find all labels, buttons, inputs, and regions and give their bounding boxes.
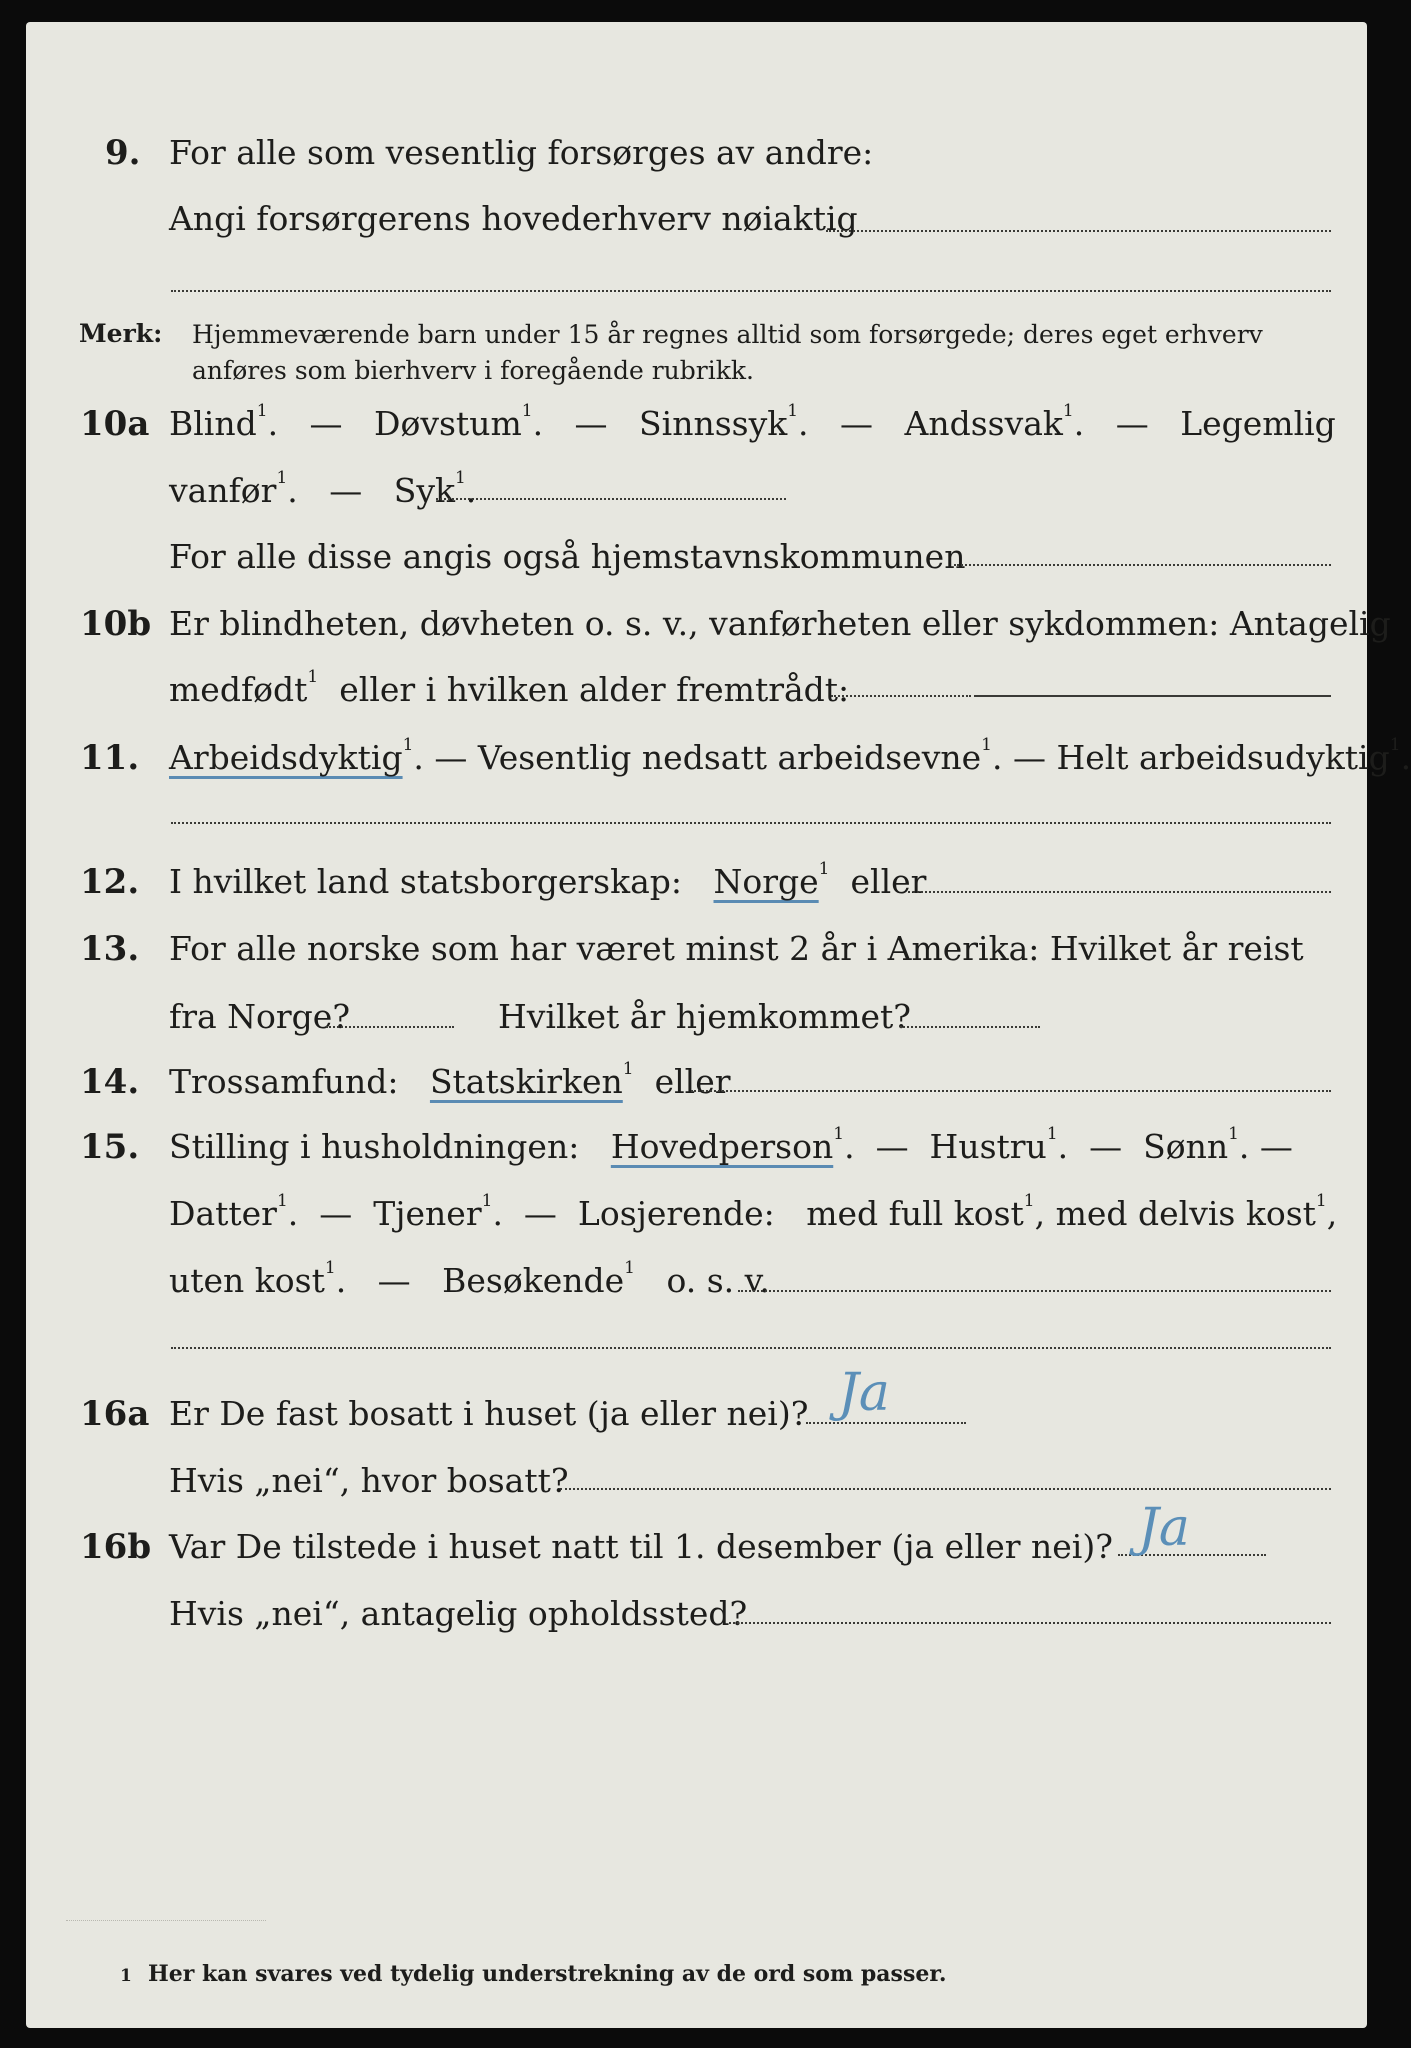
q9-line1: For alle som vesentlig forsørges av andre:	[169, 133, 874, 172]
q14-number: 14.	[80, 1062, 140, 1102]
q10b-answer-line[interactable]	[831, 695, 971, 697]
q10a-opt-syk[interactable]: Syk	[393, 471, 455, 510]
merk-line2: anføres som bierhverv i foregående rubrikk.	[192, 356, 754, 385]
q12-line: I hvilket land statsborgerskap: Norge$^1$ eller	[169, 859, 927, 901]
q16b-number: 16b	[80, 1527, 152, 1567]
q11-opt-arbeidsdyktig[interactable]: Arbeidsdyktig	[169, 738, 403, 777]
q10b-opt-medfodt[interactable]: medfødt	[169, 670, 308, 709]
q13-line1: For alle norske som har været minst 2 år i Amerika: Hvilket år reist	[169, 929, 1304, 968]
q10a-number: 10a	[80, 404, 150, 444]
q9-number: 9.	[105, 133, 141, 173]
q13-number: 13.	[80, 929, 140, 969]
merk-line1: Hjemmeværende barn under 15 år regnes alltid som forsørgede; deres eget erhverv	[192, 320, 1263, 349]
q12-number: 12.	[80, 862, 140, 902]
q13-line2a: fra Norge?	[169, 997, 351, 1036]
q13-line2b: Hvilket år hjemkommet?	[498, 997, 911, 1036]
q14-line: Trossamfund: Statskirken$^1$ eller	[169, 1059, 731, 1101]
q15-line2: Datter$^1$. — Tjener$^1$. — Losjerende: med full kost$^1$, med delvis kost$^1$,	[169, 1191, 1338, 1233]
q15-line3: uten kost$^1$. — Besøkende$^1$ o. s. v.	[169, 1258, 770, 1300]
q15-opt-uten-kost[interactable]: uten kost	[169, 1261, 325, 1300]
q15-opt-besokende[interactable]: Besøkende	[442, 1261, 625, 1300]
q15-opt-hustru[interactable]: Hustru	[929, 1127, 1047, 1166]
merk-label: Merk:	[79, 319, 163, 348]
q13-reist-line[interactable]	[326, 1026, 454, 1028]
q10b-line2: medfødt$^1$ eller i hvilken alder fremtrådt:	[169, 667, 850, 709]
q15-answer-line-2[interactable]	[171, 1347, 1331, 1349]
q15-opt-sonn[interactable]: Sønn	[1143, 1127, 1229, 1166]
q9-answer-line-2[interactable]	[171, 290, 1331, 292]
q10a-opt-dovstum[interactable]: Døvstum	[374, 404, 522, 443]
q9-answer-line[interactable]	[826, 230, 1331, 232]
q12-opt-norge[interactable]: Norge	[713, 862, 819, 901]
q16b-handwritten-answer: Ja	[1138, 1498, 1190, 1558]
q15-opt-full-kost[interactable]: med full kost	[806, 1194, 1024, 1233]
q10a-opt-blind[interactable]: Blind	[169, 404, 257, 443]
q9-line2: Angi forsørgerens hovederhverv nøiaktig	[169, 199, 858, 238]
q10b-line1: Er blindheten, døvheten o. s. v., vanførheten eller sykdommen: Antagelig	[169, 604, 1391, 643]
q11-opt-udyktig[interactable]: Helt arbeidsudyktig	[1056, 738, 1390, 777]
q10a-line3: For alle disse angis også hjemstavnskommunen	[169, 537, 966, 576]
q11-options: Arbeidsdyktig$^1$. — Vesentlig nedsatt arbeidsevne$^1$. — Helt arbeidsudyktig$^1$.	[169, 735, 1411, 777]
q10b-number: 10b	[80, 604, 152, 644]
q12-answer-line[interactable]	[908, 891, 1331, 893]
q16a-number: 16a	[80, 1394, 150, 1434]
q16a-line1: Er De fast bosatt i huset (ja eller nei)?	[169, 1394, 809, 1433]
q10a-opt-legemlig[interactable]: Legemlig	[1180, 404, 1336, 443]
q15-line1: Stilling i husholdningen: Hovedperson$^1$. — Hustru$^1$. — Sønn$^1$. —	[169, 1124, 1293, 1166]
q10a-options-line2: vanfør$^1$. — Syk$^1$.	[169, 468, 477, 510]
q13-hjemkommet-line[interactable]	[900, 1026, 1040, 1028]
q16b-line1: Var De tilstede i huset natt til 1. desember (ja eller nei)?	[169, 1527, 1113, 1566]
q15-answer-line[interactable]	[738, 1290, 1331, 1292]
q16a-bosatt-line[interactable]	[560, 1488, 1331, 1490]
q10a-kommune-line[interactable]	[954, 564, 1331, 566]
q15-opt-hovedperson[interactable]: Hovedperson	[610, 1127, 834, 1166]
q15-opt-tjener[interactable]: Tjener	[373, 1194, 482, 1233]
q11-answer-line[interactable]	[171, 822, 1331, 824]
q11-opt-nedsatt[interactable]: Vesentlig nedsatt arbeidsevne	[477, 738, 982, 777]
q11-number: 11.	[80, 738, 140, 778]
footnote-mark: 1	[120, 1966, 132, 1986]
q16a-line2: Hvis „nei“, hvor bosatt?	[169, 1461, 569, 1500]
bleed-through-mark	[66, 1920, 266, 1921]
q10a-options-line1: Blind$^1$. — Døvstum$^1$. — Sinnssyk$^1$. — Andssvak$^1$. — Legemlig	[169, 401, 1336, 443]
q14-answer-line[interactable]	[691, 1090, 1331, 1092]
q10a-answer-line[interactable]	[436, 498, 786, 500]
q16b-opholdssted-line[interactable]	[729, 1622, 1331, 1624]
q16a-handwritten-answer: Ja	[838, 1363, 890, 1423]
q10a-opt-andssvak[interactable]: Andssvak	[904, 404, 1063, 443]
q14-opt-statskirken[interactable]: Statskirken	[429, 1062, 623, 1101]
q16b-line2: Hvis „nei“, antagelig opholdssted?	[169, 1594, 748, 1633]
q10a-opt-sinnssyk[interactable]: Sinnssyk	[639, 404, 788, 443]
footnote-text: Her kan svares ved tydelig understrekning av de ord som passer.	[148, 1961, 947, 1987]
q10a-opt-vanfor[interactable]: vanfør	[169, 471, 277, 510]
q15-number: 15.	[80, 1127, 140, 1167]
q15-opt-delvis-kost[interactable]: med delvis kost	[1055, 1194, 1316, 1233]
q10b-answer-line-2[interactable]	[974, 695, 1331, 697]
q15-opt-datter[interactable]: Datter	[169, 1194, 277, 1233]
census-form-page	[26, 22, 1411, 2028]
